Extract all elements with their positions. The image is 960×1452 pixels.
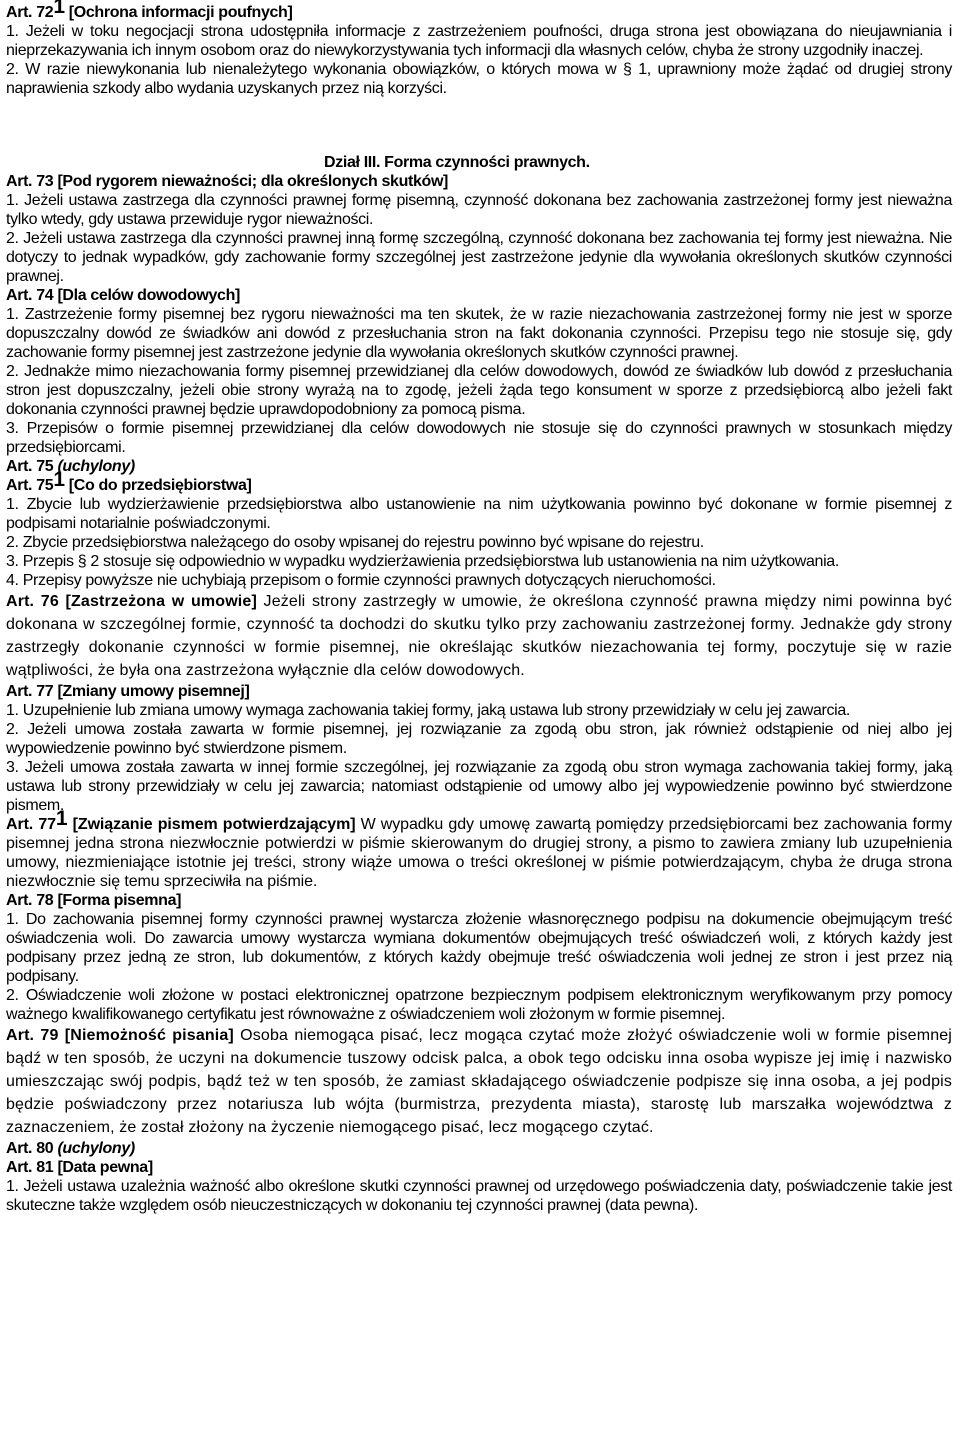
- art78-paragraph-2: 2. Oświadczenie woli złożone w postaci elektronicznej opatrzone bezpiecznym podpisem elektronicznym weryfikowanym przy pomocy ważnego kwalifikowanego certyfikatu jest równoważne z oświadczeniem woli złożonym w formie pisemnej.: [6, 987, 952, 1023]
- art81-heading: Art. 81 [Data pewna]: [6, 1159, 153, 1176]
- article-heading: Art. 79 [Niemożność pisania]: [6, 1027, 234, 1044]
- art78-heading: Art. 78 [Forma pisemna]: [6, 892, 182, 909]
- article-label: Art. 75: [6, 458, 58, 475]
- art77-paragraph-1: 1. Uzupełnienie lub zmiana umowy wymaga zachowania takiej formy, jaką ustawa lub strony przewidziały w celu jej zawarcia.: [6, 702, 850, 719]
- article-superscript: 1: [53, 468, 65, 491]
- art75-1-heading: [6, 468, 952, 495]
- article-superscript: 1: [53, 0, 65, 18]
- article-label: Art. 80: [6, 1140, 58, 1157]
- art74-paragraph-1: 1. Zastrzeżenie formy pisemnej bez rygoru nieważności ma ten skutek, że w razie niezachowania zastrzeżonej formy nie jest w sporze dopuszczalny dowód ze świadków ani dowód z przesłuchania stron na fakt dokonania czynności. Przepisu tego nie stosuje się, gdy zachowanie formy pisemnej jest zastrzeżone jedynie dla wywołania określonych skutków czynności prawnej.: [6, 306, 952, 361]
- art73-paragraph-2: 2. Jeżeli ustawa zastrzega dla czynności prawnej inną formę szczególną, czynność dokonana bez zachowania tej formy jest nieważna. Nie dotyczy to jednak wypadków, gdy zachowanie formy szczególnej jest zastrzeżone jedynie dla wywołania określonych skutków czynności prawnej.: [6, 230, 952, 285]
- article-superscript: 1: [55, 807, 68, 830]
- art74-paragraph-2: 2. Jednakże mimo niezachowania formy pisemnej przewidzianej dla celów dowodowych, dowód ze świadków lub dowód z przesłuchania stron jest dopuszczalny, jeżeli obie strony wyrażą na to zgodę, jeżeli żąda tego konsument w sporze z przedsiębiorcą albo jeżeli fakt dokonania czynności prawnej będzie uprawdopodobniony za pomocą pisma.: [6, 363, 952, 418]
- art75-1-paragraph-3: 3. Przepis § 2 stosuje się odpowiednio w wypadku wydzierżawienia przedsiębiorstwa lub ustanowienia na nim użytkowania.: [6, 553, 839, 570]
- art75-heading: [6, 457, 952, 476]
- article-text: Jeżeli strony zastrzegły w umowie, że określona czynność prawna między nimi powinna być dokonana w szczególnej formie, czynność ta dochodzi do skutku tylko przy zachowaniu zastrzeżonej formy. Jednakże gdy strony zastrzegły dokonanie czynności w formie pisemnej, nie określając skutków niezachowania tej formy, poczytuje się w razie wątpliwości, że była ona zastrzeżona wyłącznie dla celów dowodowych.: [6, 593, 952, 679]
- article-status: (uchylony): [57, 1140, 135, 1157]
- art75-1-paragraph-2: 2. Zbycie przedsiębiorstwa należącego do osoby wpisanej do rejestru powinno być wpisane do rejestru.: [6, 534, 704, 551]
- article-label: Art. 77: [6, 816, 56, 833]
- art81-paragraph-1: 1. Jeżeli ustawa uzależnia ważność albo określone skutki czynności prawnej od urzędowego poświadczenia daty, poświadczenie takie jest skuteczne także względem osób nieuczestniczących w dokonaniu tej czynności prawnej (data pewna).: [6, 1178, 952, 1214]
- art77-1-block: [6, 807, 952, 891]
- art78-paragraph-1: 1. Do zachowania pisemnej formy czynności prawnej wystarcza złożenie własnoręcznego podpisu na dokumencie obejmującym treść oświadczenia woli. Do zawarcia umowy wystarcza wymiana dokumentów obejmujących treść oświadczeń woli, z których każdy jest podpisany przez jedną ze stron, lub dokumentów, z których każdy obejmuje treść oświadczenia woli jednej ze stron i jest przez nią podpisany.: [6, 911, 952, 985]
- art79-block: [6, 1024, 952, 1139]
- art74-paragraph-3: 3. Przepisów o formie pisemnej przewidzianej dla celów dowodowych nie stosuje się do czynności prawnych w stosunkach między przedsiębiorcami.: [6, 420, 952, 456]
- art77-paragraph-3: 3. Jeżeli umowa została zawarta w innej formie szczególnej, jej rozwiązanie za zgodą obu stron wymaga zachowania takiej formy, jaką ustawa lub strony przewidziały w celu jej zawarcia; natomiast odstąpienie od umowy albo jej wypowiedzenie powinno być stwierdzone pismem.: [6, 759, 952, 814]
- art72-heading: [6, 0, 952, 22]
- article-title: [Co do przedsiębiorstwa]: [64, 477, 252, 494]
- art76-block: [6, 590, 952, 682]
- art77-heading: Art. 77 [Zmiany umowy pisemnej]: [6, 683, 250, 700]
- art75-1-paragraph-4: 4. Przepisy powyższe nie uchybiają przepisom o formie czynności prawnych dotyczących nieruchomości.: [6, 572, 716, 589]
- art72-paragraph-2: 2. W razie niewykonania lub nienależytego wykonania obowiązków, o których mowa w § 1, uprawniony może żądać od drugiej strony naprawienia szkody albo wydania uzyskanych przez nią korzyści.: [6, 61, 952, 97]
- art80-heading: [6, 1139, 952, 1158]
- section-heading: Dział III. Forma czynności prawnych.: [324, 154, 590, 171]
- article-heading: Art. 76 [Zastrzeżona w umowie]: [6, 593, 257, 610]
- art74-heading: Art. 74 [Dla celów dowodowych]: [6, 287, 240, 304]
- article-title: [Związanie pismem potwierdzającym]: [67, 816, 356, 833]
- art73-paragraph-1: 1. Jeżeli ustawa zastrzega dla czynności prawnej formę pisemną, czynność dokonana bez zachowania zastrzeżonej formy jest nieważna tylko wtedy, gdy ustawa przewiduje rygor nieważności.: [6, 192, 952, 228]
- article-text: Osoba niemogąca pisać, lecz mogąca czytać może złożyć oświadczenie woli w formie pisemnej bądź w ten sposób, że uczyni na dokumencie tuszowy odcisk palca, a obok tego odcisku inna osoba wypisze jej imię i nazwisko umieszczając swój podpis, bądź też w ten sposób, że zamiast składającego oświadczenie podpisze się inna osoba, a jej podpis będzie poświadczony przez notariusza lub wójta (burmistrza, prezydenta miasta), starostę lub marszałka województwa z zaznaczeniem, że został złożony na życzenie niemogącego pisać, lecz mogącego czytać.: [6, 1027, 953, 1136]
- article-status: (uchylony): [57, 458, 135, 475]
- art72-paragraph-1: 1. Jeżeli w toku negocjacji strona udostępniła informacje z zastrzeżeniem poufności, druga strona jest obowiązana do nieujawniania i nieprzekazywania ich innym osobom oraz do niewykorzystywania tych informacji dla własnych celów, chyba że strony uzgodniły inaczej.: [6, 23, 952, 59]
- article-label: Art. 72: [6, 4, 54, 21]
- art73-heading: Art. 73 [Pod rygorem nieważności; dla określonych skutków]: [6, 173, 449, 190]
- art75-1-paragraph-1: 1. Zbycie lub wydzierżawienie przedsiębiorstwa albo ustanowienie na nim użytkowania powinno być dokonane w formie pisemnej z podpisami notarialnie poświadczonymi.: [6, 496, 952, 532]
- article-title: [Ochrona informacji poufnych]: [64, 4, 293, 21]
- art77-paragraph-2: 2. Jeżeli umowa została zawarta w formie pisemnej, jej rozwiązanie za zgodą obu stron, jak również odstąpienie od niej albo jej wypowiedzenie powinno być stwierdzone pismem.: [6, 721, 952, 757]
- article-label: Art. 75: [6, 477, 54, 494]
- article-text: W wypadku gdy umowę zawartą pomiędzy przedsiębiorcami bez zachowania formy pisemnej jedna strona niezwłocznie potwierdzi w piśmie skierowanym do drugiej strony, a pismo to zawiera zmiany lub uzupełnienia umowy, niezmieniające istotnie jej treści, strony wiąże umowa o treści określonej w piśmie potwierdzającym, chyba że druga strona niezwłocznie się temu sprzeciwiła na piśmie.: [6, 816, 952, 890]
